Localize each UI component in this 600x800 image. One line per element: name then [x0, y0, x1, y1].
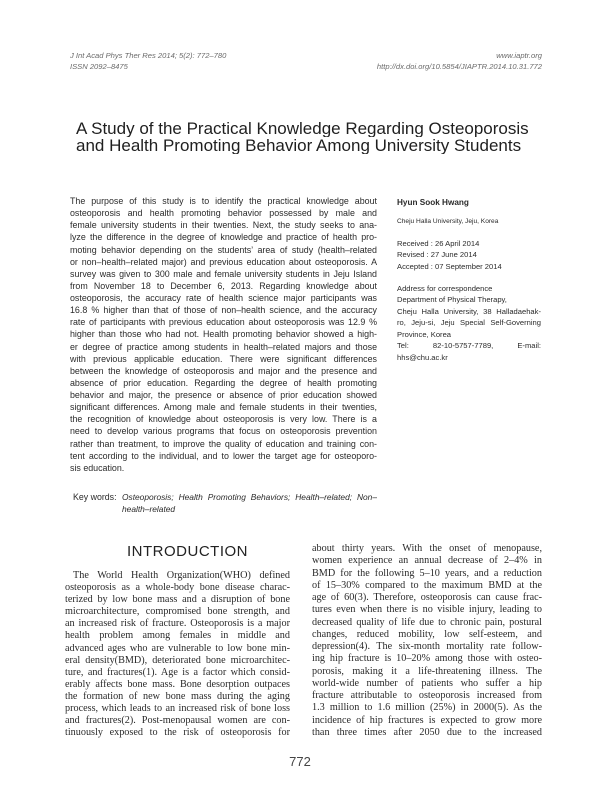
text-line: BMD for the following 5–10 years, and a reduction	[312, 567, 542, 579]
text-line: rather than treatment, to improve the quality of education and training con-	[70, 438, 377, 449]
text-line: female university students in their twenties. Next, the study seeks to ana-	[70, 220, 377, 231]
author-affiliation: Cheju Halla University, Jeju, Korea	[397, 218, 499, 225]
text-line: or non–health–related major) and previous education about osteoporosis. A	[70, 256, 377, 267]
text-line: incidence of hip fractures is expected to grow more	[312, 714, 542, 726]
text-line: microarchitecture, compromised bone strength, and	[65, 606, 290, 618]
text-line: absence of prior education. Regarding the degree of health promoting	[70, 377, 377, 388]
text-line: advanced ages who are vulnerable to low bone min-	[65, 642, 290, 654]
received-date: Received : 26 April 2014	[397, 238, 480, 248]
text-line: of 15–30% compared to the maximum BMD at the	[312, 579, 542, 591]
text-line: tinuously exposed to the risk of osteoporosis for	[65, 727, 290, 739]
section-heading: INTRODUCTION	[127, 543, 248, 560]
journal-header-left	[70, 50, 226, 72]
article-title	[76, 120, 566, 154]
text-line: terized by low bone mass and a disruption of bone	[65, 594, 290, 606]
text-line: lyze the difference in the degree of knowledge and practice of health pro-	[70, 232, 377, 243]
text-line: from November 18 to December 6, 2013. Regarding knowledge about	[70, 280, 377, 291]
text-line: 1.3 million to 1.6 million (25%) in 2000(5). As the	[312, 702, 542, 714]
text-line: process, which leads to an increased risk of bone loss	[65, 703, 290, 715]
text-line: an increased risk of fracture. Osteoporosis is a major	[65, 618, 290, 630]
text-line: sis education.	[70, 462, 125, 473]
text-line: tent according to the individual, and to lower the target age for osteoporo-	[70, 450, 377, 461]
text-line: higher than those who had not. Health promoting behavior showed a high-	[70, 329, 377, 340]
text-line: survey was given to 300 male and female university students in Jeju Island	[70, 268, 377, 279]
text-line: age of 60(3). Therefore, osteoporosis can cause frac-	[312, 592, 542, 604]
journal-citation: J Int Acad Phys Ther Res 2014; 5(2): 772–780	[70, 50, 227, 60]
text-line: 16.8 % higher than that of those of non–health science, and the accuracy	[70, 305, 377, 316]
text-line: The World Health Organization(WHO) defined	[73, 570, 290, 581]
text-line: depression(4). The six-month mortality rate follow-	[312, 641, 542, 653]
text-line: eral density(BMD), deteriorated bone microarchitec-	[65, 654, 290, 666]
keywords-label: Key words:	[73, 492, 117, 502]
accepted-date: Accepted : 07 September 2014	[397, 261, 502, 271]
text-line: changes, reduced mobility, low self-esteem, and	[312, 628, 542, 640]
text-line: osteoporosis, the accuracy rate of health science major participants was	[70, 293, 377, 303]
text-line: than three times after 2050 due to the increased	[312, 726, 542, 738]
body-column-right	[312, 543, 542, 739]
text-line: erably affects bone mass. Bone desorption outpaces	[65, 678, 290, 690]
correspondence-line: ro, Jeju-si, Jeju Special Self-Governing	[397, 318, 541, 327]
text-line: osteoporosis and health promoting behavior possessed by male and	[70, 208, 377, 219]
text-line: moting behavior depending on the students’ area of study (health–related	[70, 244, 377, 255]
correspondence-line: Cheju Halla University, 38 Halladaehak-	[397, 306, 541, 316]
text-line: significant differences. Among male and female students in their twenties,	[70, 402, 377, 413]
text-line: and fractures(2). Post-menopausal women are con-	[65, 715, 290, 727]
text-line: ture, and fractures(1). Age is a factor which consid-	[65, 666, 290, 678]
text-line: health problem among females in middle and	[65, 630, 290, 642]
text-line: behavior and major, the presence or absence of prior education showed	[70, 390, 377, 400]
text-line: fracture attributable to osteoporosis increased from	[312, 690, 542, 702]
text-line: the formation of new bone mass during the aging	[65, 690, 290, 702]
correspondence-email: hhs@chu.ac.kr	[397, 352, 448, 362]
correspondence-address	[397, 283, 541, 364]
text-line: tures even when there is no visible injury, leading to	[312, 604, 542, 616]
text-line: need to develop various programs that focus on osteoporosis prevention	[70, 426, 377, 437]
abstract	[70, 195, 377, 474]
text-line: world-wide number of patients who suffer a hip	[312, 677, 542, 689]
text-line: rate of participants with previous education about osteoporosis was 12.9 %	[70, 317, 377, 328]
author-name: Hyun Sook Hwang	[397, 198, 469, 207]
website-url[interactable]: www.iaptr.org	[496, 50, 542, 60]
text-line: the recognition of knowledge about osteoporosis is very low. There is a	[70, 414, 377, 425]
text-line: decreased quality of life due to chronic pain, postural	[312, 616, 542, 628]
text-line: osteoporosis as a whole-body bone disease charac-	[65, 582, 290, 594]
text-line: between the knowledge of osteoporosis and major and the presence and	[70, 365, 377, 376]
text-line: and Health Promoting Behavior Among University Students	[76, 136, 522, 154]
keywords-list	[122, 491, 377, 515]
text-line: The purpose of this study is to identify the practical knowledge about	[70, 196, 377, 206]
text-line: women experience an annual decrease of 2–4% in	[312, 555, 542, 567]
correspondence-phone: Tel: 82-10-5757-7789, E-mail:	[397, 341, 541, 350]
text-line: Osteoporosis; Health Promoting Behaviors; Health–related; Non–	[122, 492, 377, 502]
correspondence-line: Province, Korea	[397, 329, 452, 339]
text-line: porosis, making it a life-threatening illness. The	[312, 665, 542, 677]
text-line: about thirty years. With the onset of menopause,	[312, 543, 542, 554]
article-dates	[397, 238, 541, 273]
correspondence-heading: Address for correspondence	[397, 283, 493, 293]
text-line: A Study of the Practical Knowledge Regarding Osteoporosis	[76, 119, 529, 137]
body-column-left	[65, 570, 290, 739]
text-line: er degree of practice among students in health–related majors and those	[70, 341, 377, 352]
page-number: 772	[289, 754, 311, 769]
issn: ISSN 2092–8475	[70, 61, 128, 71]
text-line: with previous applicable education. There were significant differences	[70, 353, 377, 364]
doi-link[interactable]: http://dx.doi.org/10.5854/JIAPTR.2014.10.31.772	[376, 61, 542, 71]
journal-header-right	[330, 50, 542, 72]
text-line: ing hip fracture is 10–20% among those with osteo-	[312, 653, 542, 665]
revised-date: Revised : 27 June 2014	[397, 250, 477, 259]
text-line: health–related	[122, 504, 176, 514]
correspondence-line: Department of Physical Therapy,	[397, 295, 507, 304]
